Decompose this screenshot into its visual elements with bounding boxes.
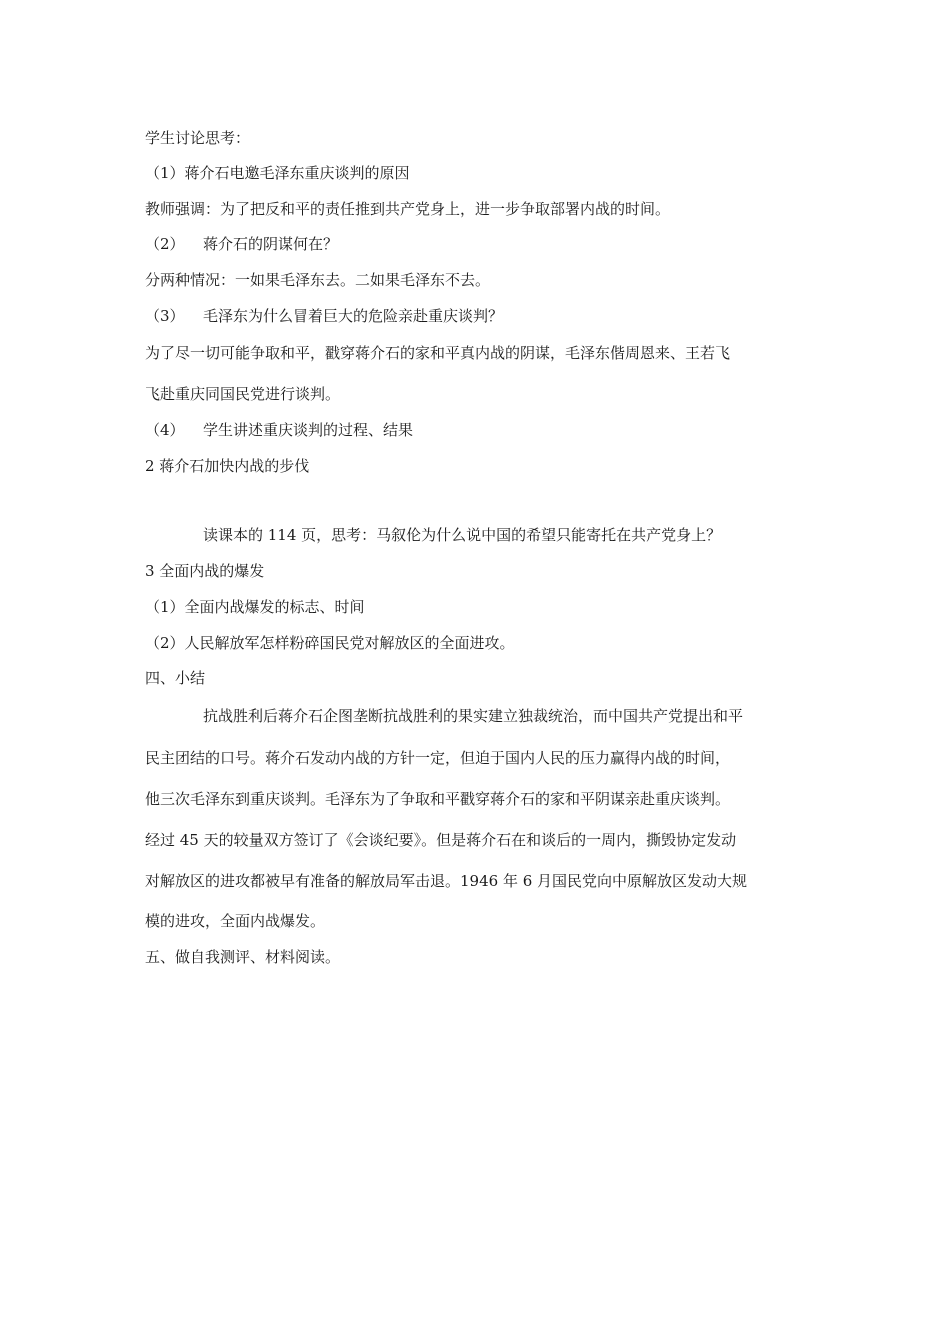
text-line: 分两种情况：一如果毛泽东去。二如果毛泽东不去。 [145, 271, 491, 289]
text-line: 五、做自我测评、材料阅读。 [145, 948, 341, 966]
item-number: （4） [145, 421, 185, 439]
text-line: 教师强调：为了把反和平的责任推到共产党身上，进一步争取部署内战的时间。 [145, 200, 671, 218]
text-line: 2 蒋介石加快内战的步伐 [145, 457, 310, 475]
text-line: 读课本的 114 页，思考：马叙伦为什么说中国的希望只能寄托在共产党身上？ [203, 526, 722, 544]
text-line [145, 420, 413, 440]
text-line: （1）全面内战爆发的标志、时间 [145, 598, 365, 616]
text-line: 学生讨论思考： [145, 129, 251, 147]
text-line: 经过 45 天的较量双方签订了《会谈纪要》。但是蒋介石在和谈后的一周内，撕毁协定发动 [145, 831, 737, 849]
item-text: 毛泽东为什么冒着巨大的危险亲赴重庆谈判？ [203, 307, 504, 325]
item-number: （3） [145, 307, 185, 325]
text-line: （1）蒋介石电邀毛泽东重庆谈判的原因 [145, 164, 410, 182]
text-line: 对解放区的进攻都被早有准备的解放局军击退。1946 年 6 月国民党向中原解放区发动大规 [145, 872, 748, 890]
text-line: 为了尽一切可能争取和平，戳穿蒋介石的家和平真内战的阴谋，毛泽东偕周恩来、王若飞 [145, 344, 731, 362]
text-line: 抗战胜利后蒋介石企图垄断抗战胜利的果实建立独裁统治，而中国共产党提出和平 [203, 707, 744, 725]
text-line: （2）人民解放军怎样粉碎国民党对解放区的全面进攻。 [145, 634, 515, 652]
item-number: （2） [145, 235, 185, 253]
text-line: 他三次毛泽东到重庆谈判。毛泽东为了争取和平戳穿蒋介石的家和平阴谋亲赴重庆谈判。 [145, 790, 731, 808]
item-text: 学生讲述重庆谈判的过程、结果 [203, 421, 414, 439]
text-line [145, 306, 503, 326]
text-line: 民主团结的口号。蒋介石发动内战的方针一定，但迫于国内人民的压力赢得内战的时间， [145, 749, 731, 767]
text-line: 模的进攻，全面内战爆发。 [145, 912, 326, 930]
item-text: 蒋介石的阴谋何在？ [203, 235, 339, 253]
text-line: 3 全面内战的爆发 [145, 562, 265, 580]
text-line: 四、小结 [145, 669, 206, 687]
text-line [145, 234, 338, 254]
text-line: 飞赴重庆同国民党进行谈判。 [145, 385, 341, 403]
